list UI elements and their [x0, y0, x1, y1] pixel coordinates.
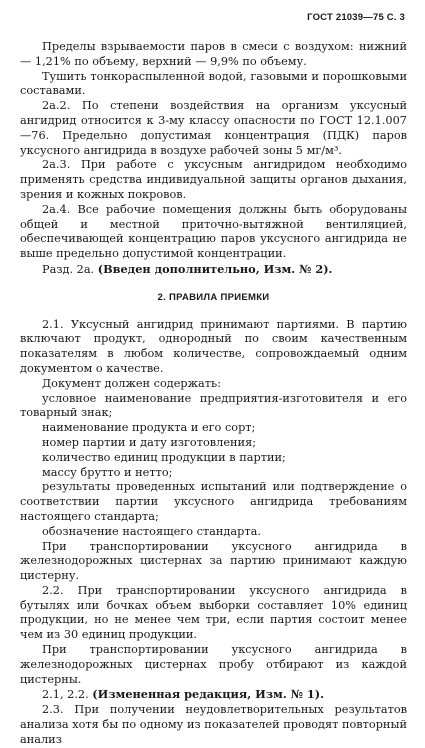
- list-item: условное наименование предприятия-изготовителя и его товарный знак;: [20, 391, 407, 420]
- paragraph-amendment-2-1-2-2: [20, 687, 407, 703]
- paragraph-document-contents: Документ должен содержать:: [42, 376, 222, 390]
- paragraph-2a3: 2а.3. При работе с уксусным ангидридом необходимо применять средства индивидуальной защиты органов дыхания, зрения и кожных покровов.: [20, 158, 407, 201]
- list-item: номер партии и дату изготовления;: [42, 435, 256, 449]
- paragraph-rail-cisterns: При транспортировании уксусного ангидрида в железнодорожных цистернах за партию принимают каждую цистерну.: [20, 539, 407, 583]
- list-item: обозначение настоящего стандарта.: [42, 524, 261, 538]
- document-body: [20, 40, 407, 748]
- paragraph-2a2: 2а.2. По степени воздействия на организм уксусный ангидрид относится к 3-му классу опасности по ГОСТ 12.1.007—76. Предельно допустимая концентрация (ПДК) паров уксусного ангидрида в воздухе рабочей зоны 5 мг/м³.: [20, 99, 407, 157]
- list-item: результаты проведенных испытаний или подтверждение о соответствии партии уксусного ангидрида требованиям настоящего стандарта;: [20, 480, 407, 523]
- paragraph-extinguishing: Тушить тонкораспыленной водой, газовыми и порошковыми составами.: [20, 69, 407, 98]
- list-item: массу брутто и нетто;: [42, 465, 173, 479]
- paragraph-2-1: 2.1. Уксусный ангидрид принимают партиями. В партию включают продукт, однородный по своим качественным показателям в любом количестве, сопровождаемый одним документом о качестве.: [20, 317, 407, 375]
- paragraph-razd-2a: [20, 262, 407, 278]
- razd-prefix: Разд. 2а.: [42, 262, 98, 276]
- paragraph-2-3: 2.3. При получении неудовлетворительных результатов анализа хотя бы по одному из показателей проводят повторный анализ: [20, 703, 407, 746]
- amend-note: (Измененная редакция, Изм. № 1).: [92, 687, 325, 702]
- amend-prefix: 2.1, 2.2.: [42, 688, 93, 702]
- section-title: 2. ПРАВИЛА ПРИЕМКИ: [157, 291, 270, 303]
- list-item: количество единиц продукции в партии;: [42, 450, 286, 464]
- razd-amendment-note: (Введен дополнительно, Изм. № 2).: [97, 261, 333, 276]
- paragraph-sample-cisterns: При транспортировании уксусного ангидрида в железнодорожных цистернах пробу отбирают из каждой цистерны.: [20, 643, 407, 686]
- standard-header: ГОСТ 21039—75 С. 3: [307, 12, 405, 23]
- list-item: наименование продукта и его сорт;: [42, 421, 256, 435]
- paragraph-2a4: 2а.4. Все рабочие помещения должны быть оборудованы общей и местной приточно-вытяжной вентиляцией, обеспечивающей концентрацию паров уксусного ангидрида не выше предельно допустимой концентрации.: [20, 202, 407, 261]
- paragraph-explosion-limits: Пределы взрываемости паров в смеси с воздухом: нижний — 1,21% по объему, верхний — 9,9% по объему.: [20, 40, 407, 68]
- paragraph-2-2: 2.2. При транспортировании уксусного ангидрида в бутылях или бочках объем выборки составляет 10% единиц продукции, но не менее чем три, если партия состоит менее чем из 30 единиц продукции.: [20, 583, 407, 642]
